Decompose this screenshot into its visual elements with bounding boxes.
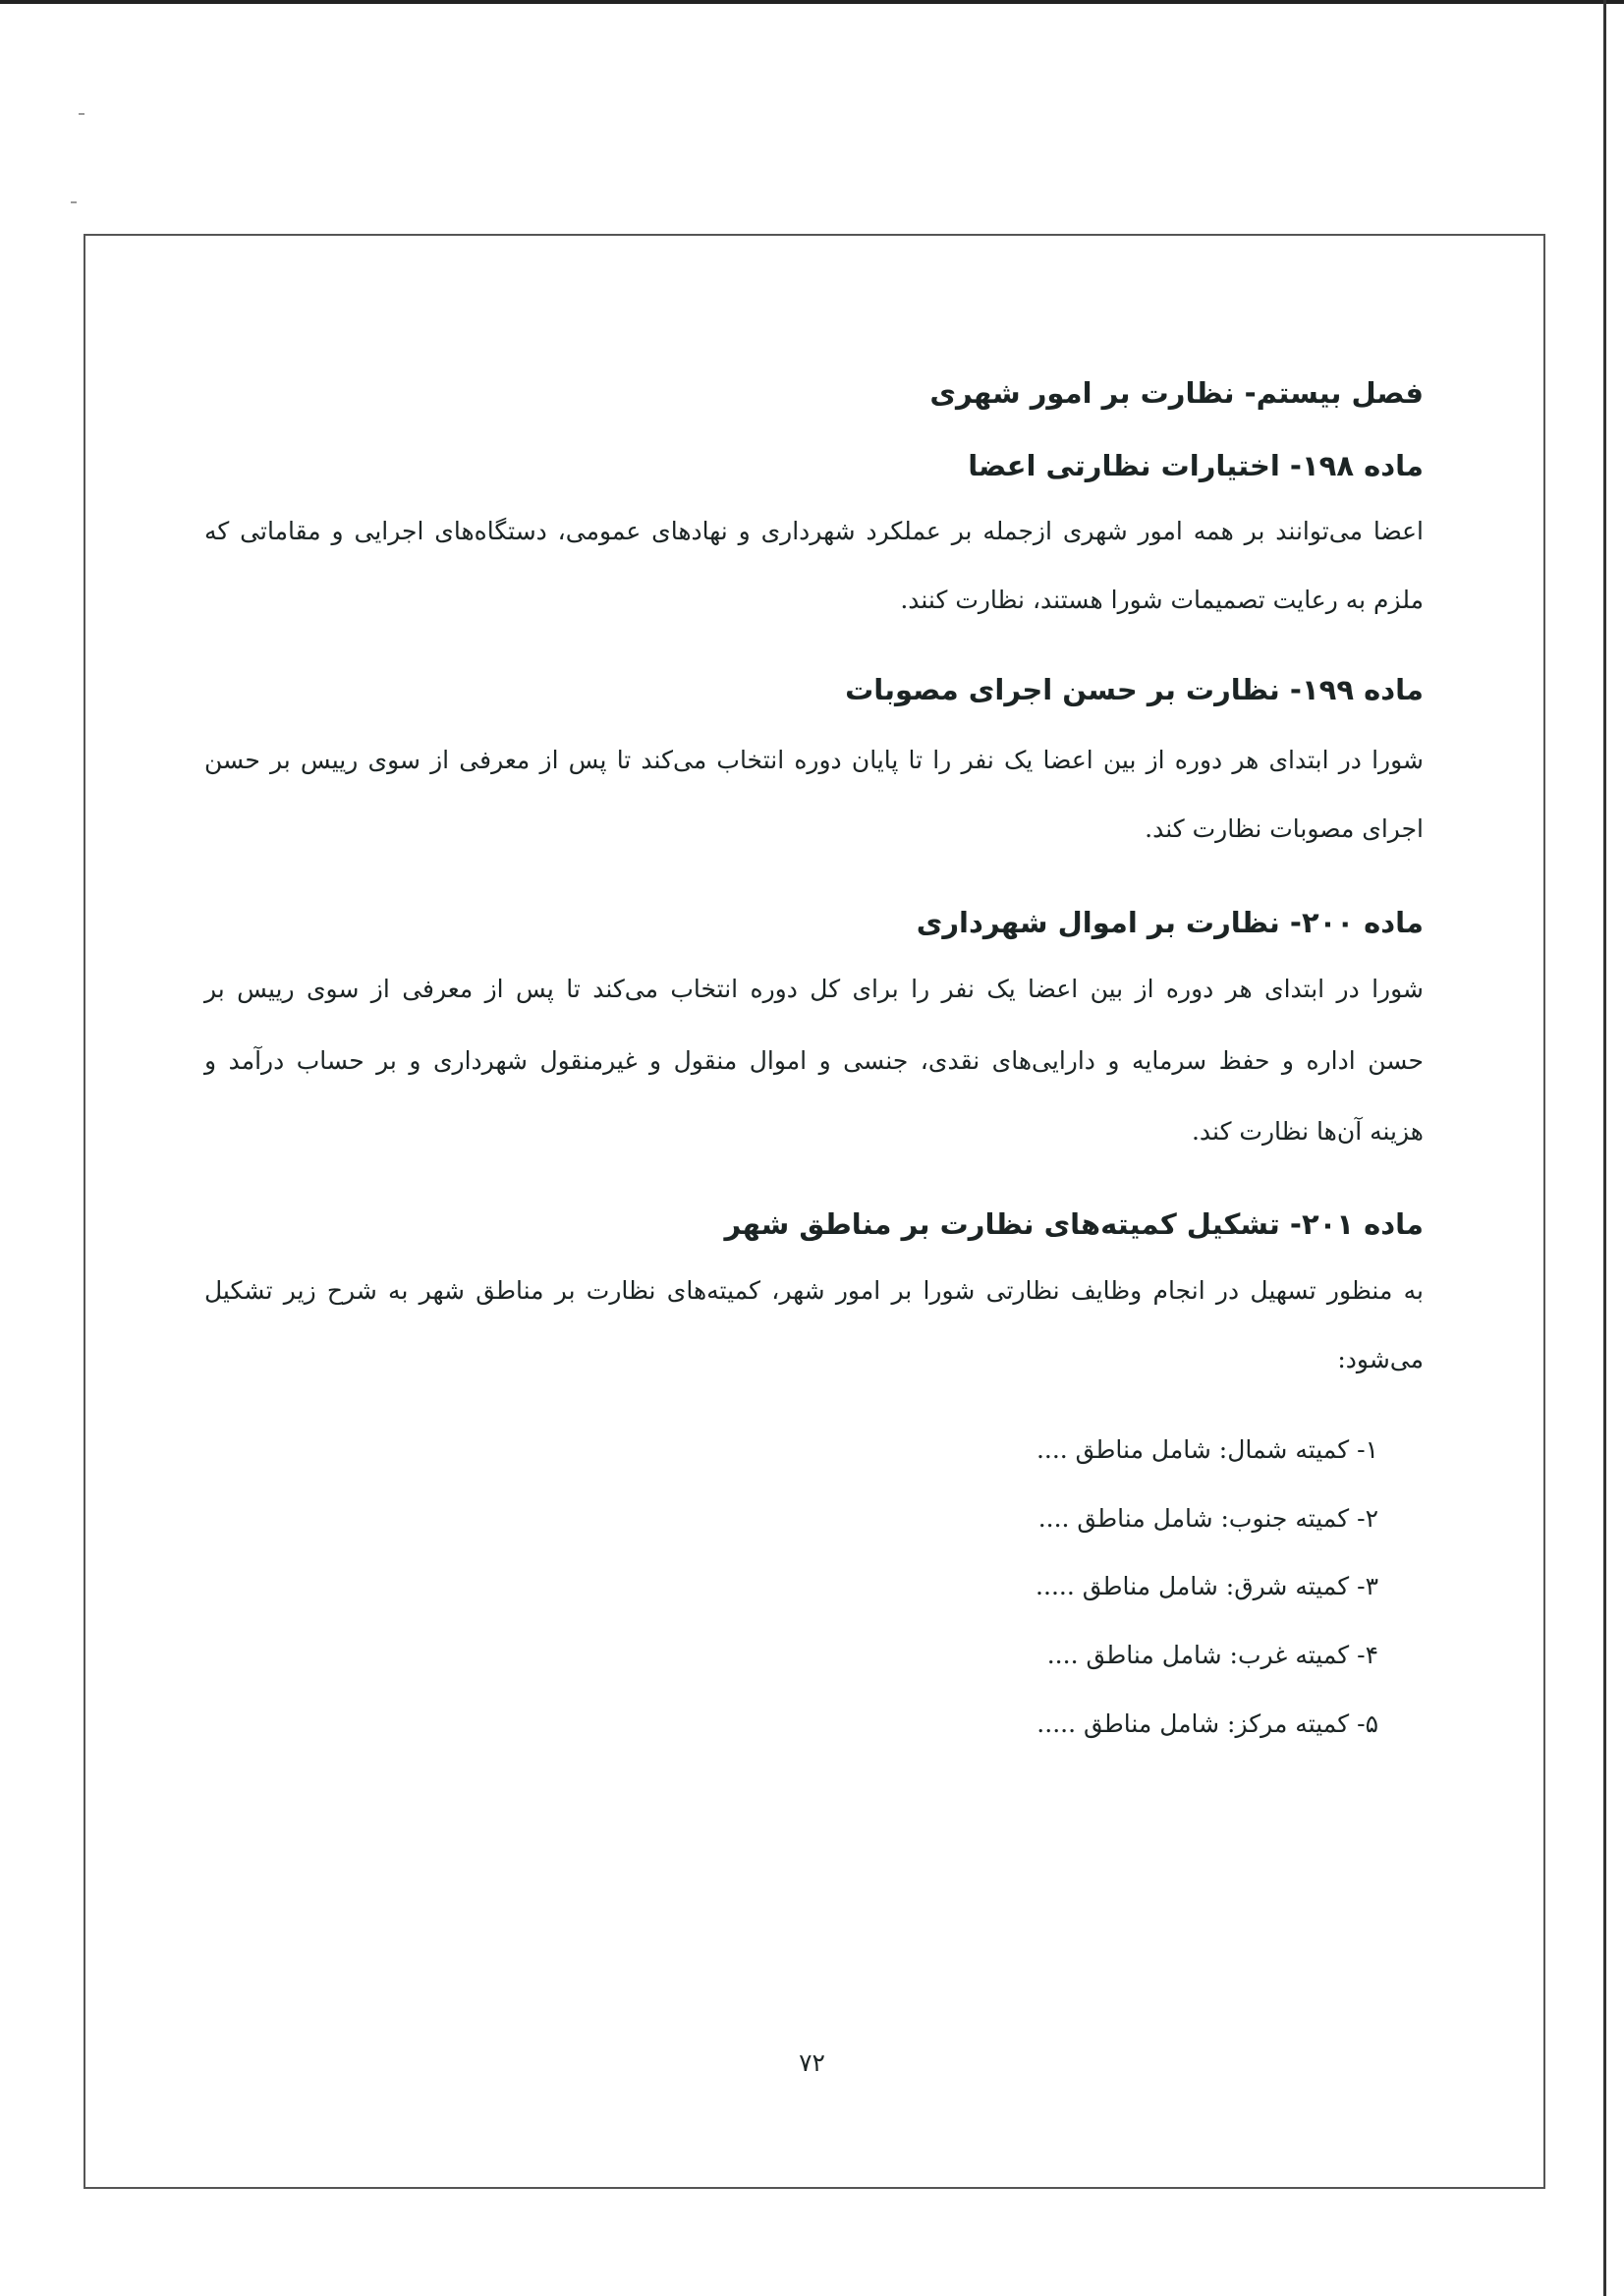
article-199-line: شورا در ابتدای هر دوره از بین اعضا یک نفر را تا پایان دوره انتخاب می‌کند تا پس از معرفی از سوی رییس بر حسن [204,746,1424,774]
article-198-line: ملزم به رعایت تصمیمات شورا هستند، نظارت کنند. [900,586,1424,614]
chapter-title: فصل بیستم- نظارت بر امور شهری [929,376,1424,410]
article-200-line: حسن اداره و حفظ سرمایه و دارایی‌های نقدی، جنسی و اموال منقول و غیرمنقول شهرداری و بر حساب درآمد و [204,1046,1424,1075]
article-198-title: ماده ۱۹۸- اختیارات نظارتی اعضا [968,449,1424,482]
article-200-line: شورا در ابتدای هر دوره از بین اعضا یک نفر را برای کل دوره انتخاب می‌کند تا پس از معرفی از سوی رییس بر [204,975,1424,1003]
article-200-title: ماده ۲۰۰- نظارت بر اموال شهرداری [916,906,1424,939]
committee-list-item: ۲- کمیته جنوب: شامل مناطق .... [1037,1504,1378,1533]
scan-edge-right [1603,0,1606,2296]
article-199-line: اجرای مصوبات نظارت کند. [1145,814,1424,843]
article-201-line: می‌شود: [1337,1345,1424,1373]
scan-edge-top [0,0,1624,4]
article-201-title: ماده ۲۰۱- تشکیل کمیته‌های نظارت بر مناطق شهر [724,1207,1424,1241]
scan-speck [79,113,84,115]
committee-list-item: ۳- کمیته شرق: شامل مناطق ..... [1036,1572,1378,1600]
article-199-title: ماده ۱۹۹- نظارت بر حسن اجرای مصوبات [845,673,1424,706]
article-198-line: اعضا می‌توانند بر همه امور شهری ازجمله بر عملکرد شهرداری و نهادهای عمومی، دستگاه‌های اجرایی و مقاماتی که [204,517,1424,545]
committee-list-item: ۴- کمیته غرب: شامل مناطق .... [1046,1641,1378,1669]
article-201-line: به منظور تسهیل در انجام وظایف نظارتی شورا بر امور شهر، کمیته‌های نظارت بر مناطق شهر به شرح زیر تشکیل [204,1276,1424,1305]
article-200-line: هزینه آن‌ها نظارت کند. [1191,1117,1424,1146]
committee-list-item: ۵- کمیته مرکز: شامل مناطق ..... [1036,1709,1378,1738]
committee-list-item: ۱- کمیته شمال: شامل مناطق .... [1036,1435,1378,1464]
page-number: ۷۲ [799,2048,825,2077]
scan-speck [71,201,77,203]
